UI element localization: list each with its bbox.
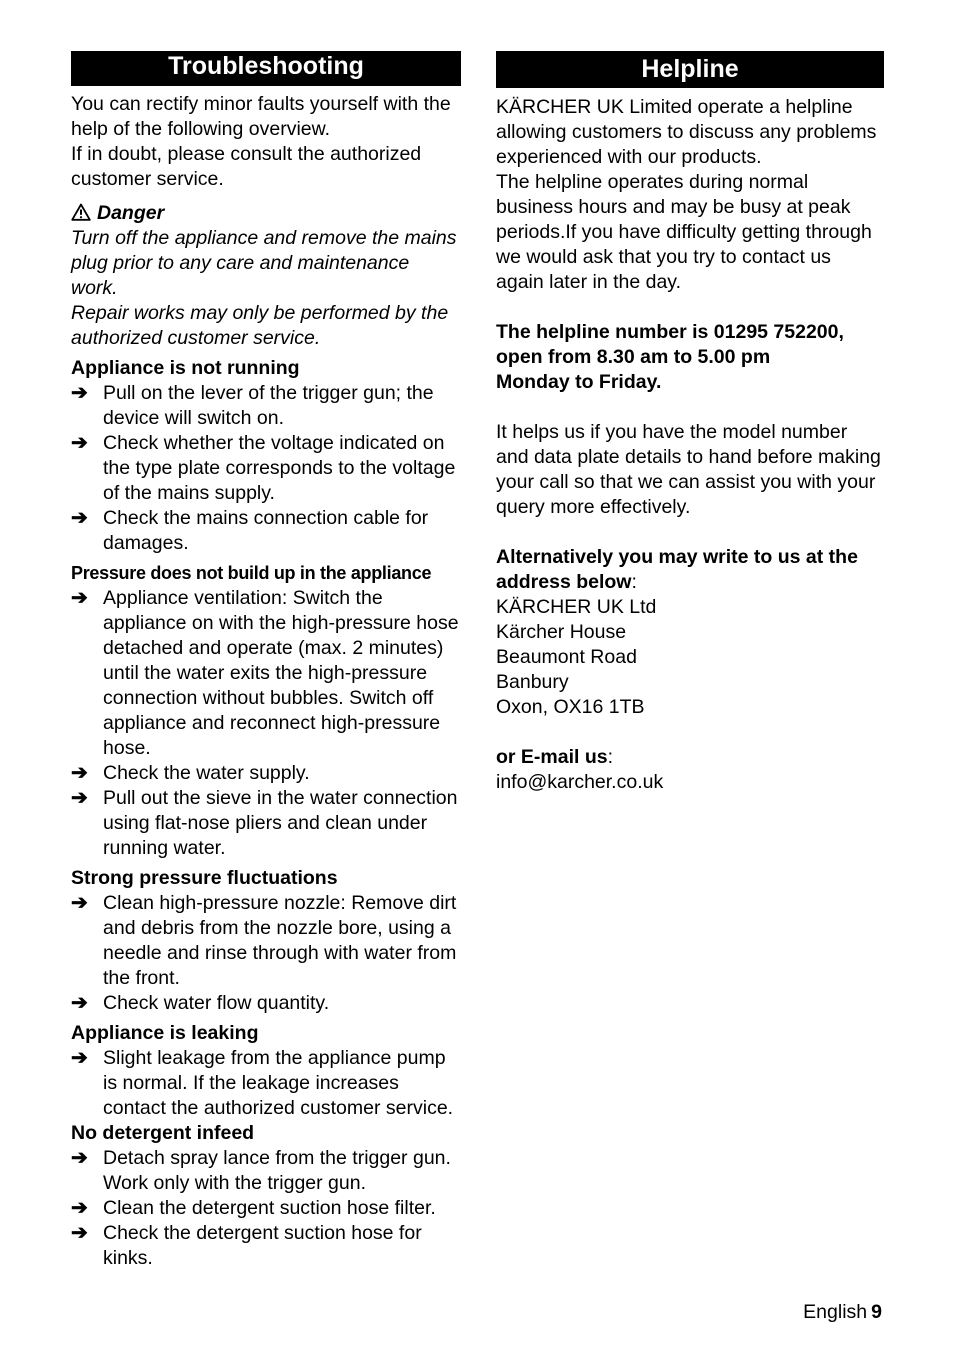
list-item: ➔ Clean high-pressure nozzle: Remove dirt and debris from the nozzle bore, using a needle and rinse through with water from the front.	[71, 892, 457, 989]
intro-paragraph: You can rectify minor faults yourself with the help of the following overview.	[71, 93, 451, 140]
arrow-right-icon: ➔	[71, 992, 88, 1014]
section-heading: Pressure does not build up in the appliance	[71, 563, 432, 583]
arrow-right-icon: ➔	[71, 787, 88, 809]
helpline-intro: KÄRCHER UK Limited operate a helpline allowing customers to discuss any problems experienced with our products.	[496, 96, 877, 168]
list-item: ➔ Check the water supply.	[71, 762, 310, 784]
list-item: ➔ Check the mains connection cable for damages.	[71, 507, 429, 554]
helpline-column	[496, 51, 884, 795]
checklist	[71, 586, 461, 861]
checklist	[71, 891, 461, 1016]
arrow-right-icon: ➔	[71, 587, 88, 609]
list-item: ➔ Clean the detergent suction hose filter.	[71, 1197, 436, 1219]
list-item: ➔ Pull on the lever of the trigger gun; the device will switch on.	[71, 382, 434, 429]
troubleshooting-title: Troubleshooting	[71, 51, 461, 86]
arrow-right-icon: ➔	[71, 507, 88, 529]
danger-text: Turn off the appliance and remove the mains plug prior to any care and maintenance work.	[71, 227, 457, 299]
checklist	[71, 381, 461, 556]
checklist	[71, 1146, 461, 1271]
page-footer	[803, 1300, 882, 1325]
helpline-title: Helpline	[496, 51, 884, 88]
danger-heading	[71, 201, 461, 226]
helpline-number-line: open from 8.30 am to 5.00 pm	[496, 346, 771, 368]
address-line: Banbury	[496, 671, 569, 693]
checklist	[71, 1046, 461, 1121]
danger-text: Repair works may only be performed by the authorized customer service.	[71, 302, 449, 349]
section-heading: No detergent infeed	[71, 1122, 255, 1144]
page-number: 9	[871, 1301, 882, 1323]
arrow-right-icon: ➔	[71, 1197, 88, 1219]
section-heading: Appliance is leaking	[71, 1022, 259, 1044]
section-heading: Appliance is not running	[71, 357, 300, 379]
arrow-right-icon: ➔	[71, 892, 88, 914]
arrow-right-icon: ➔	[71, 762, 88, 784]
intro-paragraph: If in doubt, please consult the authorized customer service.	[71, 143, 422, 190]
troubleshooting-column	[71, 51, 461, 1271]
helpline-hours: The helpline operates during normal business hours and may be busy at peak periods.If you have difficulty getting through we would ask that you try to contact us again later in the day.	[496, 171, 872, 293]
address-line: Oxon, OX16 1TB	[496, 696, 645, 718]
model-info-paragraph: It helps us if you have the model number and data plate details to hand before making your call so that we can assist you with your query more effectively.	[496, 421, 881, 518]
section-heading: Strong pressure fluctuations	[71, 867, 338, 889]
arrow-right-icon: ➔	[71, 1222, 88, 1244]
email-address[interactable]: info@karcher.co.uk	[496, 771, 664, 793]
warning-triangle-icon	[71, 203, 91, 221]
danger-label: Danger	[97, 202, 165, 224]
arrow-right-icon: ➔	[71, 432, 88, 454]
address-line: Beaumont Road	[496, 646, 637, 668]
list-item: ➔ Check the detergent suction hose for kinks.	[71, 1222, 422, 1269]
write-heading: Alternatively you may write to us at the address below:	[496, 546, 858, 593]
arrow-right-icon: ➔	[71, 1147, 88, 1169]
list-item: ➔ Detach spray lance from the trigger gun. Work only with the trigger gun.	[71, 1147, 451, 1194]
address-line: KÄRCHER UK Ltd	[496, 596, 657, 618]
helpline-number-line: Monday to Friday.	[496, 371, 662, 393]
footer-language: English	[803, 1301, 868, 1323]
arrow-right-icon: ➔	[71, 1047, 88, 1069]
list-item: ➔ Check water flow quantity.	[71, 992, 330, 1014]
arrow-right-icon: ➔	[71, 382, 88, 404]
email-heading: or E-mail us:	[496, 746, 614, 768]
list-item: ➔ Appliance ventilation: Switch the appliance on with the high-pressure hose detached and operate (max. 2 minutes) until the water exits the high-pressure connection without bubbles. Switch off appliance and reconnect high-pressure hose.	[71, 587, 459, 759]
address-line: Kärcher House	[496, 621, 627, 643]
list-item: ➔ Check whether the voltage indicated on the type plate corresponds to the voltage of the mains supply.	[71, 432, 456, 504]
helpline-number-line: The helpline number is 01295 752200,	[496, 321, 844, 343]
list-item: ➔ Pull out the sieve in the water connection using flat-nose pliers and clean under running water.	[71, 787, 458, 859]
list-item: ➔ Slight leakage from the appliance pump is normal. If the leakage increases contact the authorized customer service.	[71, 1047, 454, 1119]
